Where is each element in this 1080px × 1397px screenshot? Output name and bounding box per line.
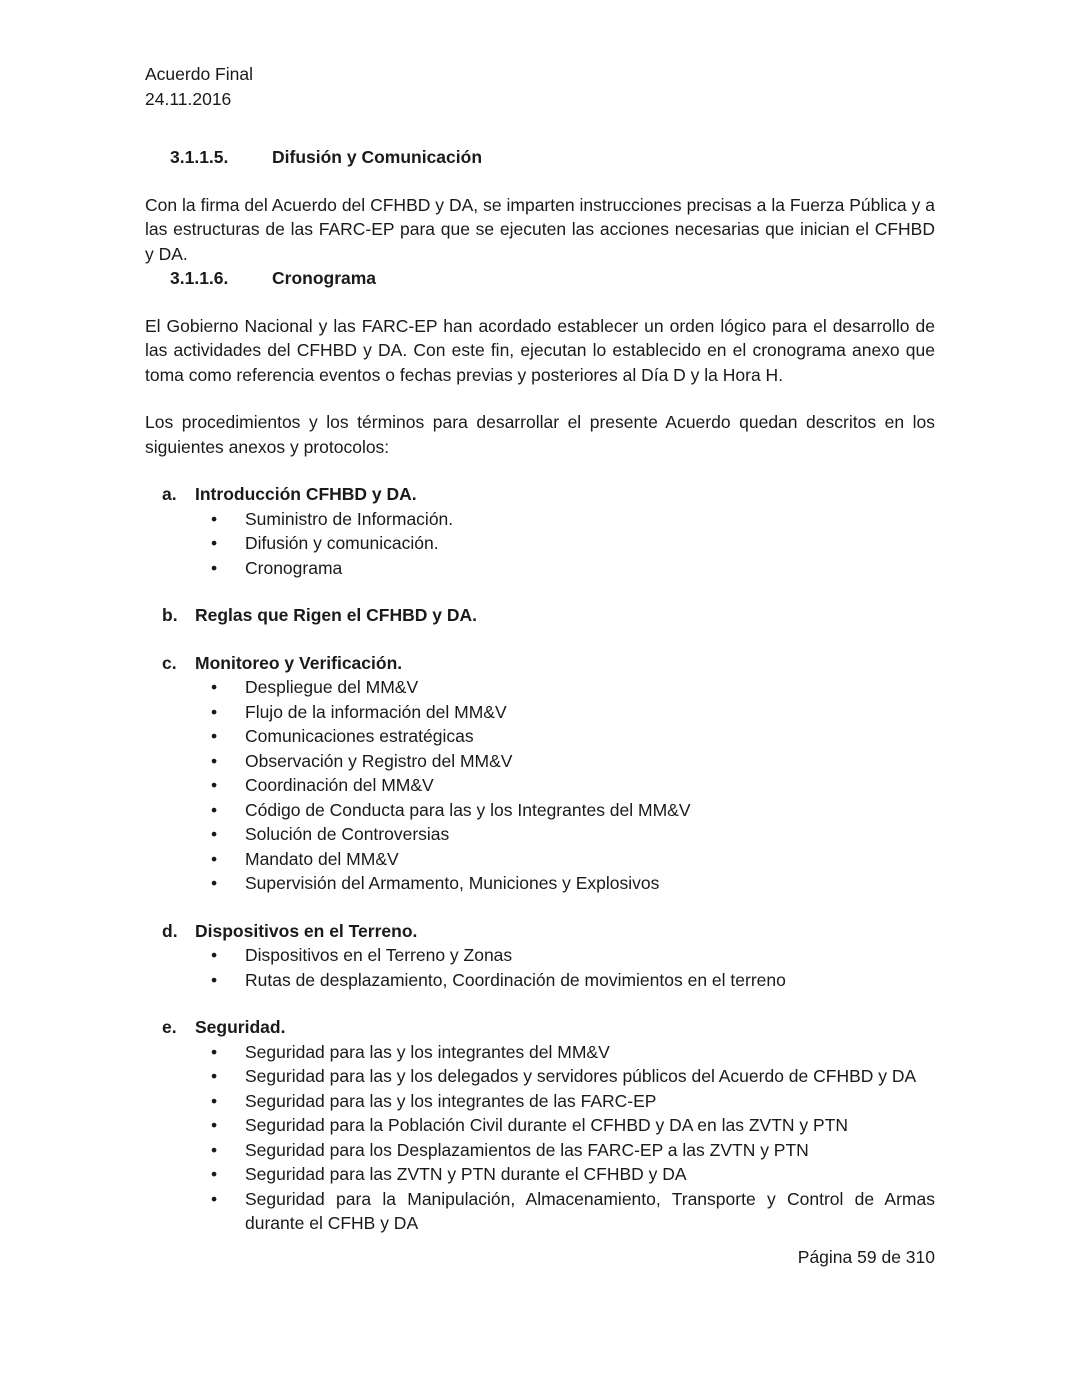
list-item-text: Seguridad para los Desplazamientos de las FARC-EP a las ZVTN y PTN [245, 1139, 809, 1160]
annex-title-text: Monitoreo y Verificación. [195, 652, 403, 673]
annex-title [162, 482, 935, 507]
list-item-text: Dispositivos en el Terreno y Zonas [245, 945, 513, 965]
bullet-list [145, 675, 935, 896]
list-item-text: Suministro de Información. [245, 508, 454, 529]
list-item [211, 1162, 935, 1187]
section-number: 3.1.1.6. [170, 268, 229, 288]
list-item [211, 556, 935, 581]
list-item [211, 847, 935, 872]
annex-title-text: Reglas que Rigen el CFHBD y DA. [195, 605, 477, 625]
bullet-icon: • [211, 775, 218, 795]
list-item-text: Observación y Registro del MM&V [245, 750, 513, 771]
bullet-icon: • [211, 508, 218, 529]
list-item [211, 968, 935, 993]
list-item [211, 1040, 935, 1065]
bullet-icon: • [211, 1041, 218, 1062]
bullet-icon: • [211, 945, 218, 965]
annex-letter: e. [162, 1017, 177, 1037]
bullet-icon: • [211, 750, 218, 771]
list-item [211, 1187, 935, 1236]
bullet-icon: • [211, 557, 218, 578]
bullet-list [145, 507, 935, 581]
bullet-icon: • [211, 873, 218, 893]
bullet-icon: • [211, 799, 218, 820]
annex-title [162, 919, 935, 944]
bullet-icon: • [211, 848, 218, 869]
list-item [211, 943, 935, 968]
list-item-text: Seguridad para las y los integrantes del MM&V [245, 1041, 610, 1062]
list-item [211, 675, 935, 700]
annex-title [162, 1015, 935, 1040]
bullet-icon: • [211, 1139, 218, 1160]
section-heading [170, 266, 935, 291]
list-item-text: Despliegue del MM&V [245, 677, 419, 697]
annex-title-text: Seguridad. [195, 1017, 286, 1037]
list-item-text: Código de Conducta para las y los Integrantes del MM&V [245, 799, 691, 820]
bullet-icon: • [211, 969, 218, 990]
bullet-icon: • [211, 701, 218, 722]
list-item [211, 1064, 935, 1089]
list-item [211, 1089, 935, 1114]
annex-letter: b. [162, 605, 178, 625]
section-paragraph: Con la firma del Acuerdo del CFHBD y DA, se imparten instrucciones precisas a la Fuerza Pública y a las estructuras de las FARC-EP para que se ejecuten las acciones necesarias que inician el CFHBD y DA. [145, 194, 935, 264]
document-date: 24.11.2016 [145, 88, 232, 109]
section-heading [170, 145, 935, 170]
list-item-text: Cronograma [245, 557, 343, 578]
bullet-icon: • [211, 533, 218, 553]
list-item [211, 724, 935, 749]
list-item [211, 798, 935, 823]
list-item [211, 1113, 935, 1138]
list-item-text: Difusión y comunicación. [245, 533, 439, 553]
section-paragraph: El Gobierno Nacional y las FARC-EP han acordado establecer un orden lógico para el desarrollo de las actividades del CFHBD y DA. Con este fin, ejecutan lo establecido en el cronograma anexo que toma como referencia eventos o fechas previas y posteriores al Día D y la Hora H. [145, 315, 935, 385]
bullet-icon: • [211, 726, 218, 746]
list-item [211, 700, 935, 725]
section-title: Difusión y Comunicación [272, 147, 483, 167]
bullet-list [145, 943, 935, 992]
list-item [211, 1138, 935, 1163]
intro-paragraph: Los procedimientos y los términos para desarrollar el presente Acuerdo quedan descritos en los siguientes anexos y protocolos: [145, 412, 935, 457]
list-item [211, 531, 935, 556]
list-item-text: Rutas de desplazamiento, Coordinación de movimientos en el terreno [245, 969, 786, 990]
list-item [211, 773, 935, 798]
list-item [211, 871, 935, 896]
document-title: Acuerdo Final [145, 64, 253, 84]
annex-letter: a. [162, 484, 177, 504]
list-item-text: Flujo de la información del MM&V [245, 701, 507, 722]
section-number: 3.1.1.5. [170, 147, 229, 167]
bullet-icon: • [211, 1188, 218, 1209]
annex-letter: c. [162, 652, 177, 673]
list-item [211, 822, 935, 847]
list-item-text: Supervisión del Armamento, Municiones y Explosivos [245, 873, 660, 893]
list-item [211, 749, 935, 774]
list-item-text: Solución de Controversias [245, 824, 450, 844]
list-item-text: Seguridad para las ZVTN y PTN durante el CFHBD y DA [245, 1164, 687, 1184]
list-item-text: Comunicaciones estratégicas [245, 726, 474, 746]
list-item-text: Seguridad para las y los integrantes de las FARC-EP [245, 1090, 657, 1111]
bullet-icon: • [211, 1066, 218, 1086]
page-number: Página 59 de 310 [797, 1247, 935, 1267]
annex-title-text: Introducción CFHBD y DA. [195, 484, 417, 504]
list-item-text: Coordinación del MM&V [245, 775, 434, 795]
section-title: Cronograma [272, 268, 377, 288]
bullet-list [145, 1040, 935, 1236]
annex-list [145, 459, 935, 1236]
document-page [145, 62, 935, 1236]
list-item-text: Seguridad para las y los delegados y servidores públicos del Acuerdo de CFHBD y DA [245, 1066, 917, 1086]
bullet-icon: • [211, 824, 218, 844]
annex-title [162, 603, 935, 628]
annex-title-text: Dispositivos en el Terreno. [195, 920, 418, 941]
list-item-text: Seguridad para la Población Civil durante el CFHBD y DA en las ZVTN y PTN [245, 1115, 849, 1135]
bullet-icon: • [211, 677, 218, 697]
annex-title [162, 651, 935, 676]
bullet-icon: • [211, 1115, 218, 1135]
annex-letter: d. [162, 920, 178, 941]
list-item-text: Mandato del MM&V [245, 848, 399, 869]
bullet-icon: • [211, 1090, 218, 1111]
list-item [211, 507, 935, 532]
list-item-text: Seguridad para la Manipulación, Almacenamiento, Transporte y Control de Armas durante el CFHB y DA [245, 1188, 935, 1233]
bullet-icon: • [211, 1164, 218, 1184]
